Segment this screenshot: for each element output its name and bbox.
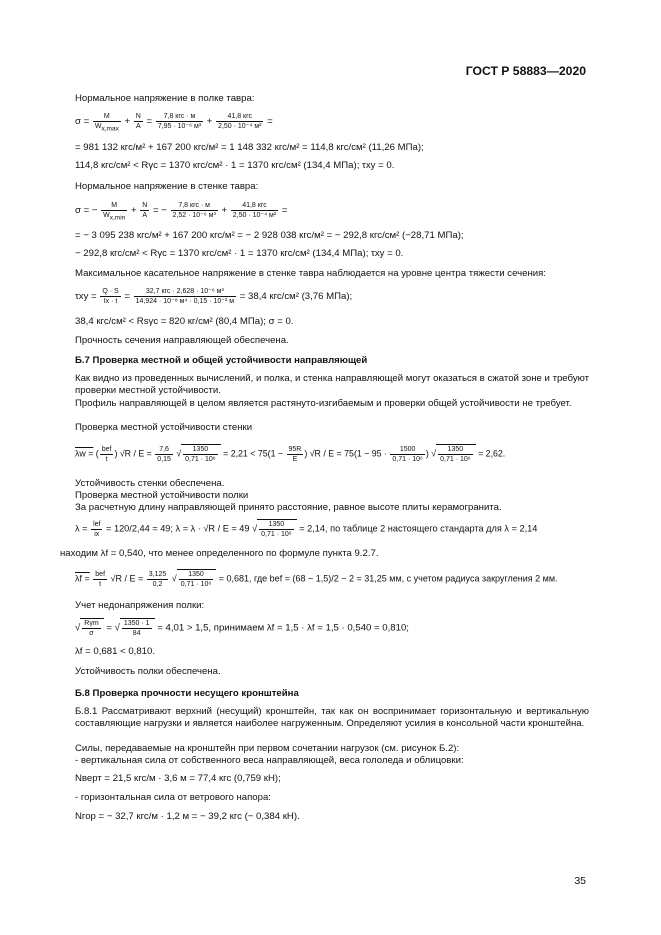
document-header: ГОСТ Р 58883—2020 xyxy=(465,64,586,78)
text-line: Максимальное касательное напряжение в стенке тавра наблюдается на уровне центра тяжести сечения: xyxy=(75,268,546,279)
text-line: = − 3 095 238 кгс/м² + 167 200 кгс/м² = − 2 928 038 кгс/м² = − 292,8 кгс/см² (−28,71 МПа); xyxy=(75,230,464,241)
text-line: Проверка местной устойчивости стенки xyxy=(75,422,253,433)
text-line: 38,4 кгс/см² < Rsγc = 820 кг/см² (80,4 МПа); σ = 0. xyxy=(75,316,294,327)
page-number: 35 xyxy=(574,875,586,887)
text-line: Прочность сечения направляющей обеспечена. xyxy=(75,335,289,346)
formula-understress: √ $\frac{\text{Rγm}}{\sigma}$ = √ $\frac{1350 \cdot 1}{84}$ = 4,01 > 1,5, принимаем λf = 1,5 · λf = 1,5 · 0,540 = 0,810; xyxy=(75,620,409,637)
text-line: Nгор = − 32,7 кгс/м · 1,2 м = − 39,2 кгс (− 0,384 кН). xyxy=(75,811,300,822)
paragraph: Как видно из проведенных вычислений, и полка, и стенка направляющей могут оказаться в сжатой зоне и требуют проверки местной устойчивости. xyxy=(75,373,589,396)
text-line: находим λf = 0,540, что менее определенного по формуле пункта 9.2.7. xyxy=(60,548,379,559)
text-line: Nверт = 21,5 кгс/м · 3,6 м = 77,4 кгс (0,759 кН); xyxy=(75,773,281,784)
text-line: = 981 132 кгс/м² + 167 200 кгс/м² = 1 148 332 кгс/м² = 114,8 кгс/см² (11,26 МПа); xyxy=(75,142,424,153)
text-line: - вертикальная сила от собственного веса направляющей, веса гололеда и облицовки: xyxy=(75,755,464,766)
formula-lambda-f: λf = $\frac{\text{bef}}{t}$ √R / E = $\frac{3,125}{0,2}$ √ $\frac{1350}{\text{0,71 · 10⁶}}$ = 0,681, где bef = (68 − 1,5)/2 − 2 = 31,25 мм, с учетом радиуса закругления 2 мм. xyxy=(75,570,558,588)
text-line: Учет недонапряжения полки: xyxy=(75,600,205,611)
text-line: Нормальное напряжение в стенке тавра: xyxy=(75,181,259,192)
formula-tau: τxy = $\frac{Q \cdot S}{Ix \cdot t}$ = $\frac{\text{32,7 кгс · 2,628 · 10⁻⁶ м³}}{\text{14,924 · 10⁻⁸ м⁴ · 0,15 · 10⁻² м}}$ = 38,4 кгс/см² (3,76 МПа); xyxy=(75,288,353,305)
paragraph: Б.8.1 Рассматривают верхний (несущий) кронштейн, так как он воспринимает горизонтальную и вертикальную составляющие нагрузки и является наиболее нагруженным. Определяют усилия в консольной части кронштейна. xyxy=(75,706,589,729)
text-line: - горизонтальная сила от ветрового напора: xyxy=(75,792,271,803)
paragraph: Профиль направляющей в целом является растянуто-изгибаемым и проверки общей устойчивости не требует. xyxy=(75,398,572,409)
formula-lambda-w: λw = ( $\frac{\text{bef}}{t}$ ) √R / E = $\frac{7,6}{0,15}$ √ $\frac{1350}{\text{0,71 · 10⁶}}$ = 2,21 < 75(1 − $\frac{95R}{E}$ ) √R / E = 75(1 − 95 · $\frac{1500}{\text{0,71 · 10⁶}}$ ) √ $\frac{1350}{\text{0,71 · 10⁶}}$ = 2,62. xyxy=(75,445,506,463)
text-line: Устойчивость полки обеспечена. xyxy=(75,666,221,677)
formula-sigma-web: σ = − $\frac{M}{W_{x,min}}$ + $\frac{N}{A}$ = − $\frac{\text{7,8 кгс · м}}{\text{2,52 · 10⁻⁶ м³}}$ + $\frac{\text{41,8 кгс}}{\text{2,50 · 10⁻⁴ м²}}$ = xyxy=(75,202,288,222)
section-heading-b8: Б.8 Проверка прочности несущего кронштейна xyxy=(75,688,299,699)
formula-lambda: λ = $\frac{\text{lef}}{ix}$ = 120/2,44 = 49; λ = λ · √R / E = 49 √ $\frac{1350}{\text{0,71 · 10⁶}}$ = 2,14, по таблице 2 настоящего стандарта для λ = 2,14 xyxy=(75,520,538,538)
text-line: Нормальное напряжение в полке тавра: xyxy=(75,93,255,104)
text-line: λf = 0,681 < 0,810. xyxy=(75,646,156,657)
text-line: За расчетную длину направляющей принято расстояние, равное высоте плиты керамогранита. xyxy=(75,502,502,513)
text-line: − 292,8 кгс/см² < Rγc = 1370 кгс/см² · 1 = 1370 кгс/см² (134,4 МПа); τxy = 0. xyxy=(75,248,404,259)
text-line: 114,8 кгс/см² < Rγc = 1370 кгс/см² · 1 = 1370 кгс/см² (134,4 МПа); τxy = 0. xyxy=(75,160,395,171)
section-heading-b7: Б.7 Проверка местной и общей устойчивости направляющей xyxy=(75,355,368,366)
formula-sigma-flange: σ = $\frac{M}{W_{x,max}}$ + $\frac{N}{A}$ = $\frac{\text{7,8 кгс · м}}{\text{7,95 · 10⁻⁶ м³}}$ + $\frac{\text{41,8 кгс}}{\text{2,50 · 10⁻⁴ м²}}$ = xyxy=(75,113,273,133)
text-line: Проверка местной устойчивости полки xyxy=(75,490,249,501)
text-line: Силы, передаваемые на кронштейн при первом сочетании нагрузок (см. рисунок Б.2): xyxy=(75,743,460,754)
text-line: Устойчивость стенки обеспечена. xyxy=(75,478,225,489)
